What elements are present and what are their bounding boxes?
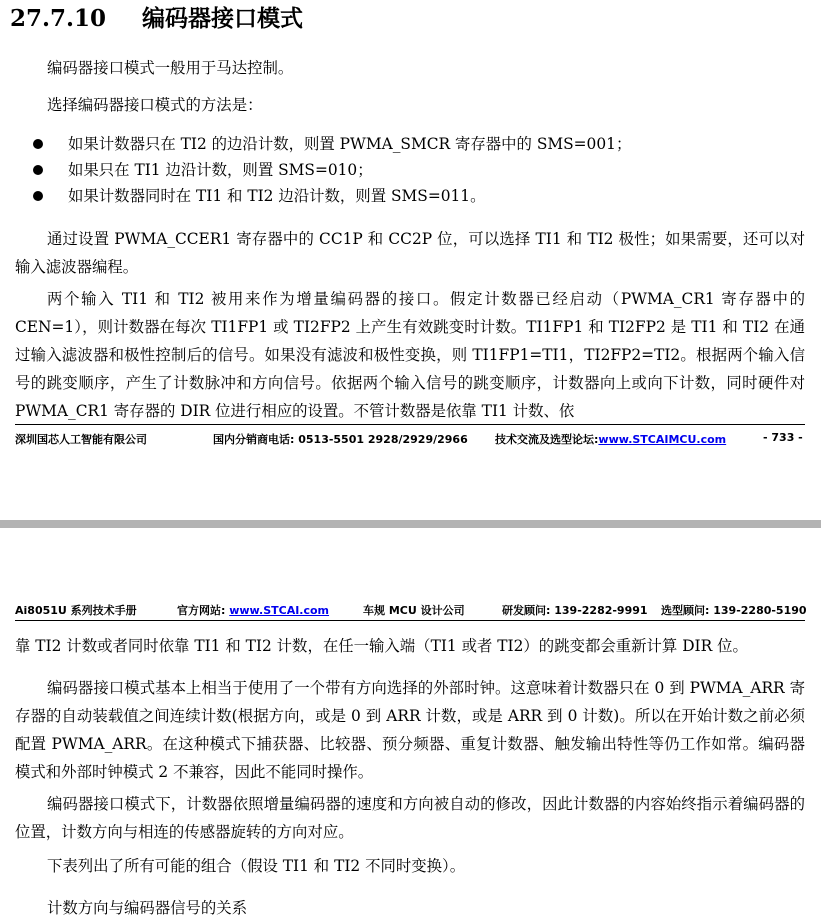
header-site-label: 官方网站: [177, 604, 230, 617]
bullet-icon [33, 191, 43, 201]
page-number: - 733 - [763, 431, 803, 444]
list-item: 如果计数器同时在 TI1 和 TI2 边沿计数，则置 SMS=011。 [0, 183, 800, 209]
page-734 [0, 528, 821, 923]
footer-forum-label: 技术交流及选型论坛: [495, 433, 599, 446]
list-item: 如果只在 TI1 边沿计数，则置 SMS=010； [0, 157, 800, 183]
page-header [15, 598, 805, 621]
paragraph-intro: 编码器接口模式一般用于马达控制。 [47, 59, 294, 77]
section-title: 编码器接口模式 [142, 5, 303, 32]
header-dev-advisor: 研发顾问: 139-2282-9991 [502, 604, 648, 617]
paragraph-encoder-speed: 编码器接口模式下，计数器依照增量编码器的速度和方向被自动的修改，因此计数器的内容始终指示着编码器的位置，计数方向与相连的传感器旋转的方向对应。 [15, 795, 805, 841]
paragraph-inputs: 两个输入 TI1 和 TI2 被用来作为增量编码器的接口。假定计数器已经启动（PWMA_CR1 寄存器中的 CEN=1），则计数器在每次 TI1FP1 或 TI2FP2 上产生有效跳变时计数。TI1FP1 和 TI2FP2 是 TI1 和 TI2 在通过输入滤波器和极性控制后的信号。如果没有滤波和极性变换，则 TI1FP1=TI1，TI2FP2=TI2。根据两个输入信号的跳变顺序，产生了计数脉冲和方向信号。依据两个输入信号的跳变顺序，计数器向上或向下计数，同时硬件对 PWMA_CR1 寄存器的 DIR 位进行相应的设置。不管计数器是依靠 TI1 计数、依 [15, 290, 805, 420]
section-heading [10, 2, 303, 36]
paragraph-continued: 靠 TI2 计数或者同时依靠 TI1 和 TI2 计数，在任一输入端（TI1 或者 TI2）的跳变都会重新计算 DIR 位。 [15, 637, 748, 655]
bullet-icon [33, 165, 43, 175]
section-number: 27.7.10 [10, 5, 107, 32]
site-link[interactable]: www.STCAI.com [229, 604, 330, 617]
paragraph-table-intro: 下表列出了所有可能的组合（假设 TI1 和 TI2 不同时变换）。 [47, 857, 466, 875]
header-sel-advisor: 选型顾问: 139-2280-5190 [661, 604, 807, 617]
list-item: 如果计数器只在 TI2 的边沿计数，则置 PWMA_SMCR 寄存器中的 SMS=001； [0, 131, 800, 157]
header-manual-title: Ai8051U 系列技术手册 [15, 604, 137, 617]
bullet-icon [33, 139, 43, 149]
paragraph-external-clock: 编码器接口模式基本上相当于使用了一个带有方向选择的外部时钟。这意味着计数器只在 0 到 PWMA_ARR 寄存器的自动装载值之间连续计数(根据方向，或是 0 到 ARR 计数，或是 ARR 到 0 计数)。所以在开始计数之前必须配置 PWMA_ARR。在这种模式下捕获器、比较器、预分频器、重复计数器、触发输出特性等仍工作如常。编码器模式和外部时钟模式 2 不兼容，因此不能同时操作。 [15, 679, 805, 781]
page-separator [0, 520, 821, 528]
table-caption: 计数方向与编码器信号的关系 [47, 899, 248, 917]
paragraph-method: 选择编码器接口模式的方法是： [47, 96, 263, 114]
page-footer [15, 424, 805, 461]
footer-phone: 国内分销商电话: 0513-5501 2928/2929/2966 [213, 433, 468, 446]
paragraph-polarity: 通过设置 PWMA_CCER1 寄存器中的 CC1P 和 CC2P 位，可以选择 TI1 和 TI2 极性；如果需要，还可以对输入滤波器编程。 [15, 230, 805, 276]
forum-link[interactable]: www.STCAIMCU.com [598, 433, 727, 446]
footer-company: 深圳国芯人工智能有限公司 [15, 433, 147, 446]
header-company: 车规 MCU 设计公司 [363, 604, 465, 617]
